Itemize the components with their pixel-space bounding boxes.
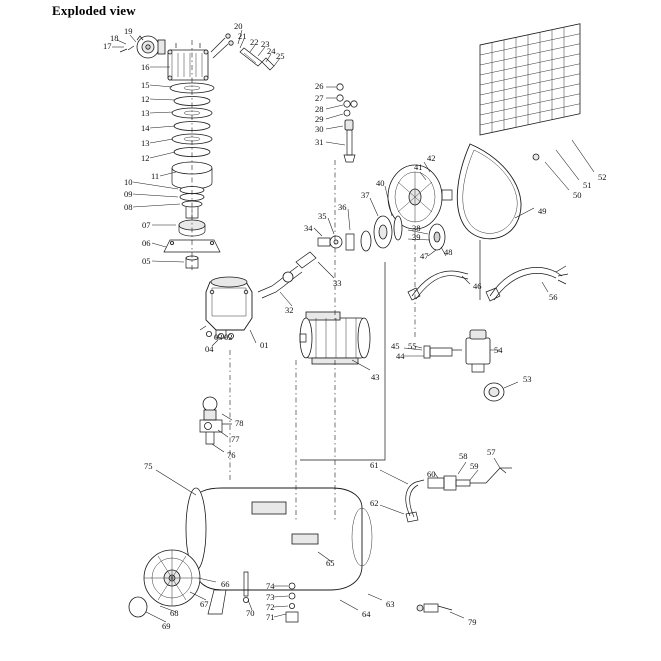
callout-27: 27 <box>315 93 324 103</box>
callout-38: 38 <box>412 223 421 233</box>
page-title: Exploded view <box>52 3 136 18</box>
callout-21: 21 <box>238 31 247 41</box>
group-connecting-rod <box>152 220 220 268</box>
callout-72: 72 <box>266 602 275 612</box>
group-unloader-parts <box>326 84 357 162</box>
callout-75: 75 <box>144 461 153 471</box>
callout-74: 74 <box>266 581 275 591</box>
callout-79: 79 <box>468 617 477 627</box>
callout-48: 48 <box>444 247 453 257</box>
callout-70: 70 <box>246 608 255 618</box>
callout-32: 32 <box>285 305 294 315</box>
callout-57: 57 <box>487 447 496 457</box>
callout-68: 68 <box>170 608 179 618</box>
callout-02: 02 <box>224 332 233 342</box>
callout-34: 34 <box>304 223 313 233</box>
callout-16: 16 <box>141 62 150 72</box>
callout-43: 43 <box>371 372 380 382</box>
callout-04: 04 <box>205 344 214 354</box>
callout-01: 01 <box>260 340 269 350</box>
callout-24: 24 <box>267 46 276 56</box>
callout-49: 49 <box>538 206 547 216</box>
callout-20: 20 <box>234 21 243 31</box>
callout-52: 52 <box>598 172 607 182</box>
group-belt <box>457 144 534 239</box>
callout-06: 06 <box>142 238 151 248</box>
group-valve-plate-stack <box>150 83 214 158</box>
group-pressure-switch <box>404 330 518 401</box>
group-discharge-line <box>380 458 512 522</box>
callout-05: 05 <box>142 256 151 266</box>
group-drain-parts <box>243 572 464 622</box>
callout-60: 60 <box>427 469 436 479</box>
callout-37: 37 <box>361 190 370 200</box>
callout-12-lower: 12 <box>141 153 150 163</box>
callout-50: 50 <box>573 190 582 200</box>
callout-69: 69 <box>162 621 171 631</box>
callout-03: 03 <box>214 332 223 342</box>
callout-13-upper: 13 <box>141 108 150 118</box>
callout-78: 78 <box>235 418 244 428</box>
callout-14: 14 <box>141 123 150 133</box>
callout-44: 44 <box>396 351 405 361</box>
callout-45: 45 <box>391 341 400 351</box>
callout-31: 31 <box>315 137 324 147</box>
callout-71: 71 <box>266 612 275 622</box>
callout-19: 19 <box>124 26 133 36</box>
callout-39: 39 <box>412 232 421 242</box>
callout-08: 08 <box>124 202 133 212</box>
callout-67: 67 <box>200 599 209 609</box>
callout-10: 10 <box>124 177 133 187</box>
callout-55: 55 <box>408 341 417 351</box>
callout-47: 47 <box>420 251 429 261</box>
callout-73: 73 <box>266 592 275 602</box>
group-crank-end-parts <box>112 35 165 58</box>
callout-65: 65 <box>326 558 335 568</box>
group-hoses <box>408 266 568 301</box>
callout-12-upper: 12 <box>141 94 150 104</box>
callout-58: 58 <box>459 451 468 461</box>
callout-13-lower: 13 <box>141 138 150 148</box>
group-piston-assembly <box>133 162 212 218</box>
callout-54: 54 <box>494 345 503 355</box>
callout-59: 59 <box>470 461 479 471</box>
callout-76: 76 <box>227 450 236 460</box>
callout-09: 09 <box>124 189 133 199</box>
callout-77: 77 <box>231 434 240 444</box>
callout-11: 11 <box>151 171 160 181</box>
callout-63: 63 <box>386 599 395 609</box>
callout-42: 42 <box>427 153 436 163</box>
callout-25: 25 <box>276 51 285 61</box>
callout-18: 18 <box>110 33 119 43</box>
callout-62: 62 <box>370 498 379 508</box>
callout-66: 66 <box>221 579 230 589</box>
callout-23: 23 <box>261 39 270 49</box>
callout-33: 33 <box>333 278 342 288</box>
callout-56: 56 <box>549 292 558 302</box>
callout-36: 36 <box>338 202 347 212</box>
callout-15: 15 <box>141 80 150 90</box>
callout-17: 17 <box>103 41 112 51</box>
callout-61: 61 <box>370 460 379 470</box>
callout-64: 64 <box>362 609 371 619</box>
callout-30: 30 <box>315 124 324 134</box>
callout-51: 51 <box>583 180 592 190</box>
callout-26: 26 <box>315 81 324 91</box>
callout-28: 28 <box>315 104 324 114</box>
group-regulator-assembly <box>200 397 232 452</box>
callout-22: 22 <box>250 37 259 47</box>
callout-41: 41 <box>414 162 423 172</box>
callout-40: 40 <box>376 178 385 188</box>
callout-35: 35 <box>318 211 327 221</box>
group-air-transfer-tube <box>258 252 334 306</box>
callout-53: 53 <box>523 374 532 384</box>
callout-46: 46 <box>473 281 482 291</box>
callout-29: 29 <box>315 114 324 124</box>
callout-07: 07 <box>142 220 151 230</box>
